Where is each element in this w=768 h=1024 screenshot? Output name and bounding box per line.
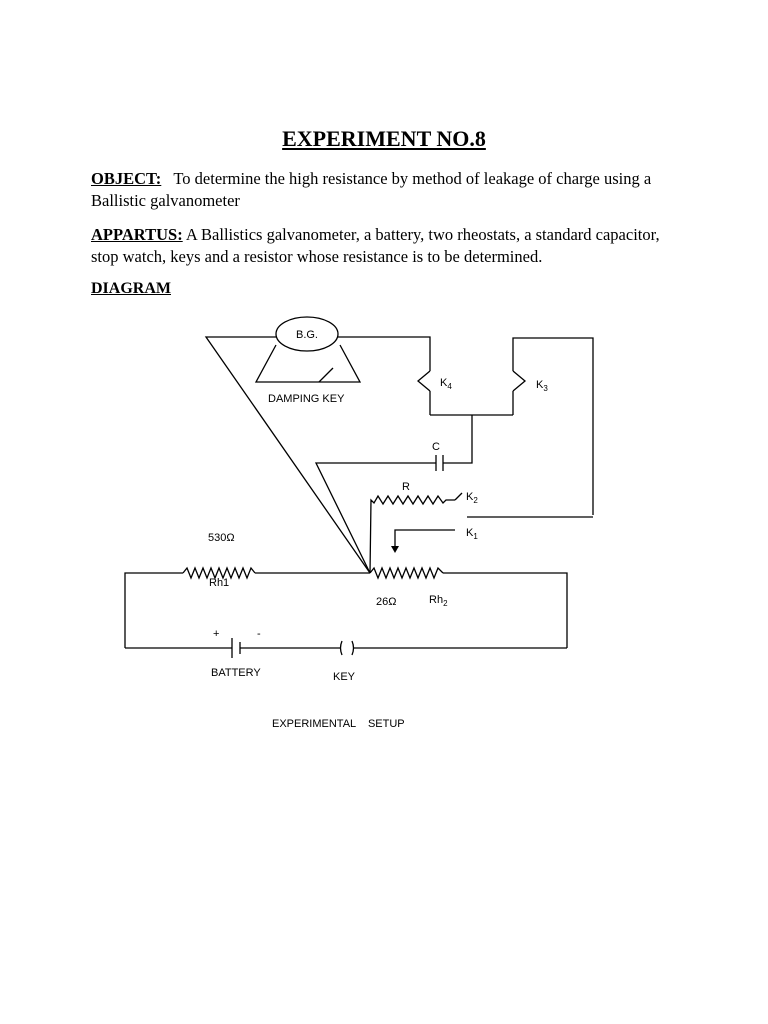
capacitor-wire-left [316,463,436,573]
rh2-label: $Rh_2$ [429,594,448,608]
main-left-wire [125,573,183,648]
page-title: EXPERIMENT NO.8 [282,126,486,151]
rh1-value: 530Ω [208,532,235,544]
object-text: To determine the high resistance by method of leakage of charge using a Ballistic galvanometer [91,169,652,210]
damping-key-label: DAMPING KEY [268,393,345,405]
k1-label: $K_1$ [466,527,478,541]
rheostat-rh2 [370,568,443,578]
battery-minus: - [257,628,261,640]
object-label: OBJECT: [91,169,162,188]
damping-switch [319,368,333,382]
k3-switch [513,371,525,391]
bg-label: B.G. [295,329,319,341]
battery-plus: + [213,628,220,640]
capacitor-label: C [432,441,440,453]
apparatus-text: A Ballistics galvanometer, a battery, two rheostats, a standard capacitor, stop watch, keys and a resistor whose resistance is to be determined. [91,225,660,266]
resistor-r [370,496,455,573]
k1-arrow [391,546,399,553]
main-right-wire [443,573,567,648]
key-bracket-right [352,641,354,655]
k4-label: $K_4$ [440,377,452,391]
battery-label: BATTERY [211,667,261,679]
k3-label: $K_3$ [536,379,548,393]
diagram-heading: DIAGRAM [91,280,171,297]
key-bracket-left [341,641,343,655]
k4-switch [418,371,430,391]
resistor-label: R [402,481,410,493]
apparatus-label: APPARTUS: [91,225,183,244]
k2-label: $K_2$ [466,491,478,505]
k2-switch [455,493,462,500]
diagram-caption: EXPERIMENTAL SETUP [272,718,405,730]
k3-outer-wire [513,338,593,515]
capacitor-wire-right [443,415,472,463]
key-label: KEY [333,671,356,683]
rh1-label: Rh1 [209,577,230,589]
rh2-value: 26Ω [376,596,397,608]
k1-wire [395,530,455,548]
